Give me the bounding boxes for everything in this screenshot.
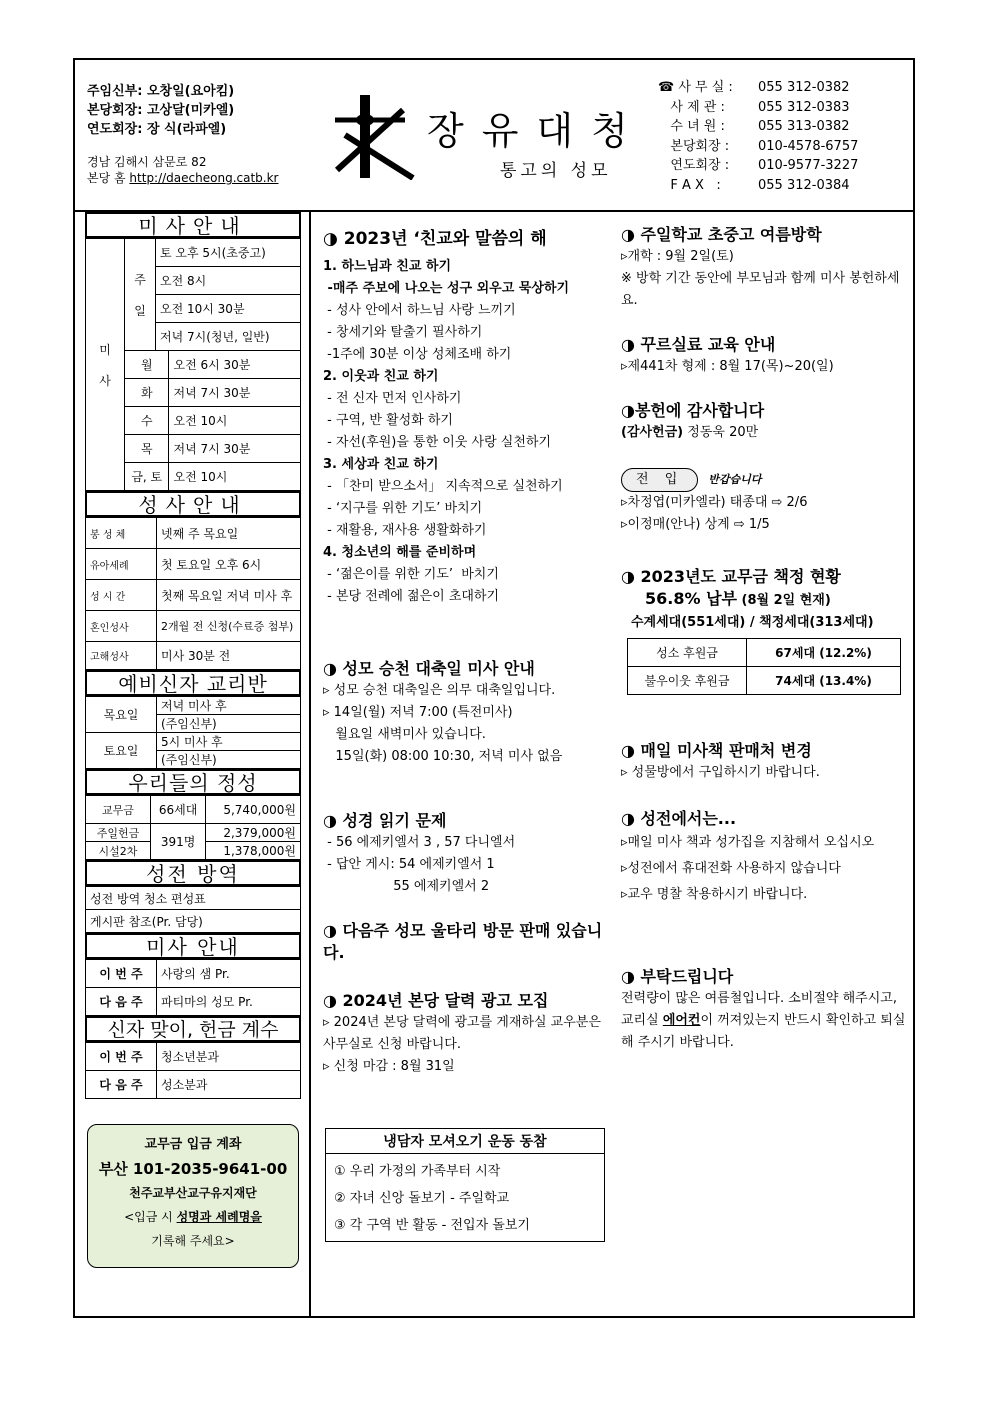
move-in-section: 전 입 반갑습니다 ▹차정엽(미카엘라) 태종대 ⇨ 2/6 ▹이정매(안나) 상계 ⇨ 1/5	[621, 468, 907, 536]
catechumen-heading: 예비신자 교리반	[85, 670, 301, 696]
cross-logo-icon	[325, 90, 415, 180]
year-theme-section: ◑ 2023년 ‘친교와 말씀의 해 1. 하느님과 친교 하기 -매주 주보에 나오는 성구 외우고 묵상하기 - 성사 안에서 하느님 사랑 느끼기 - 창세기와 탈출기 필사하기 -1주에 30분 이상 성체조배 하기 2. 이웃과 친교 하기 - 전 신자 먼저 인사하기 - 구역, 반 활성화 하기 - 자선(후원)을 통한 이웃 사랑 실천하기 3. 세상과 친교 하기 - 「찬미 받으소서」 지속적으로 실천하기 - ‘지구를 위한 기도’ 바치기 - 재활용, 재사용 생활화하기 4. 청소년의 해를 준비하며 - ‘젊은이를 위한 기도’ 바치기 - 본당 전례에 젊은이 초대하기	[323, 229, 570, 604]
contact-row: 연도회장 : 010-9577-3227	[658, 158, 859, 173]
visit-section: ◑ 다음주 성모 울타리 방문 판매 있습니다.	[323, 921, 603, 962]
contact-row: 본당회장 : 010-4578-6757	[658, 138, 859, 154]
yeondo-president: 연도회장: 장 식(라파엘)	[87, 122, 227, 137]
welcome-table: 이 번 주 청소년분과 다 음 주 성소분과	[85, 1042, 301, 1099]
contact-row: F A X : 055 312-0384	[658, 177, 850, 193]
staff-list	[87, 82, 234, 139]
cursillo-section: ◑ 꾸르실료 교육 안내 ▹제441차 형제 : 8월 17(목)~20(일)	[621, 335, 834, 374]
mass-table: 미 사 주 일 토 오후 5시(초중고) 오전 8시 오전 10시 30분 저녁 7시(청년, 일반) 월 오전 6시 30분 화 저녁 7시 30분 수 오전 10시 목 저녁 7시 30분 금, 토 오전 10시	[85, 238, 301, 491]
contact-list	[658, 78, 858, 195]
welcome-heading: 신자 맞이, 헌금 계수	[85, 1016, 301, 1042]
duty-table: 성전 방역 청소 편성표 게시판 참조(Pr. 담당)	[85, 886, 301, 933]
church-section: ◑ 성전에서는... ▹매일 미사 책과 성가집을 지참해서 오십시오 ▹성전에서 휴대전화 사용하지 않습니다 ▹교우 명찰 착용하시기 바랍니다.	[621, 809, 875, 902]
bank-account-box: 교무금 입금 계좌 부산 101-2035-9641-00 천주교부산교구유지재단 <입금 시 성명과 세례명을 기록해 주세요>	[87, 1124, 299, 1268]
tithe-table: 성소 후원금 67세대 (12.2%) 불우이웃 후원금 74세대 (13.4%)	[627, 638, 901, 695]
contact-row: 사 제 관 : 055 312-0383	[658, 99, 850, 115]
address-block: 경남 김해시 삼문로 82 본당 홈 http://daecheong.catb.kr	[87, 155, 279, 185]
cold-catholic-box: 냉담자 모셔오기 운동 동참 ① 우리 가정의 가족부터 시작 ② 자녀 신앙 돌보기 - 주일학교 ③ 각 구역 반 활동 - 전입자 돌보기	[325, 1128, 605, 1242]
column-divider	[309, 212, 311, 1318]
bulletin-title: 장유대청	[427, 109, 646, 153]
bulletin-frame	[73, 58, 915, 1318]
header	[75, 60, 913, 212]
missal-section: ◑ 매일 미사책 판매처 변경 ▹ 성물방에서 구입하시기 바랍니다.	[621, 741, 820, 780]
address: 경남 김해시 삼문로 82	[87, 155, 207, 169]
contact-row: 수 녀 원 : 055 313-0382	[658, 119, 850, 134]
pastor: 주임신부: 오창일(요아킴)	[87, 84, 235, 99]
offering-heading: 우리들의 정성	[85, 769, 301, 795]
mass-guide-heading: 미사 안내	[85, 933, 301, 959]
assumption-section: ◑ 성모 승천 대축일 미사 안내 ▹ 성모 승천 대축일은 의무 대축일입니다. ▹ 14일(월) 저녁 7:00 (특전미사) 월요일 새벽미사 있습니다. 15일(화) 08:00 10:30, 저녁 미사 없음	[323, 659, 563, 764]
homepage-link[interactable]: http://daecheong.catb.kr	[129, 171, 279, 185]
school-section: ◑ 주일학교 초중고 여름방학 ▹개학 : 9월 2일(토) ※ 방학 기간 동안에 부모님과 함께 미사 봉헌하세요.	[621, 225, 900, 308]
duty-heading: 성전 방역	[85, 860, 301, 886]
calendar-section: ◑ 2024년 본당 달력 광고 모집 ▹ 2024년 본당 달력에 광고를 게재하실 교우분은 사무실로 신청 바랍니다. ▹ 신청 마감 : 8월 31일	[323, 991, 601, 1074]
sacrament-table: 봉 성 체 넷째 주 목요일 유아세례 첫 토요일 오후 6시 성 시 간 첫째 목요일 저녁 미사 후 혼인성사 2개월 전 신청(수료증 첨부) 고해성사 미사 30분 전	[85, 517, 301, 670]
catechumen-table: 목요일 저녁 미사 후 (주임신부) 토요일 5시 미사 후 (주임신부)	[85, 696, 301, 769]
move-in-badge: 전 입	[621, 468, 698, 492]
request-section: ◑ 부탁드립니다 전력량이 많은 여름철입니다. 소비절약 해주시고, 교리실 에어컨이 꺼져있는지 반드시 확인하고 퇴실해 주시기 바랍니다.	[621, 967, 906, 1050]
bulletin-subtitle: 통고의 성모	[500, 161, 612, 181]
mass-guide-table: 이 번 주 사랑의 샘 Pr. 다 음 주 파티마의 성모 Pr.	[85, 959, 301, 1016]
offering-table: 교무금 66세대 5,740,000원 주일헌금 391명 2,379,000원 시설2차 1,378,000원	[85, 795, 301, 860]
mass-heading: 미사안내	[85, 212, 301, 238]
tithe-section: ◑ 2023년도 교무금 책정 현황 56.8% 납부 (8월 2일 현재) 수계세대(551세대) / 책정세대(313세대) 성소 후원금 67세대 (12.2%) 불우이웃 후원금 74세대 (13.4%)	[621, 566, 907, 695]
contact-row: ☎ 사 무 실 : 055 312-0382	[658, 80, 850, 95]
bible-section: ◑ 성경 읽기 문제 - 56 에제키엘서 3 , 57 다니엘서 - 답안 게시: 54 에제키엘서 1 55 에제키엘서 2	[323, 811, 516, 894]
thanks-section: ◑봉헌에 감사합니다 (감사헌금) 정동욱 20만	[621, 401, 765, 440]
left-column	[85, 212, 301, 1099]
sacrament-heading: 성사안내	[85, 491, 301, 517]
parish-president: 본당회장: 고상달(미카엘)	[87, 103, 235, 118]
